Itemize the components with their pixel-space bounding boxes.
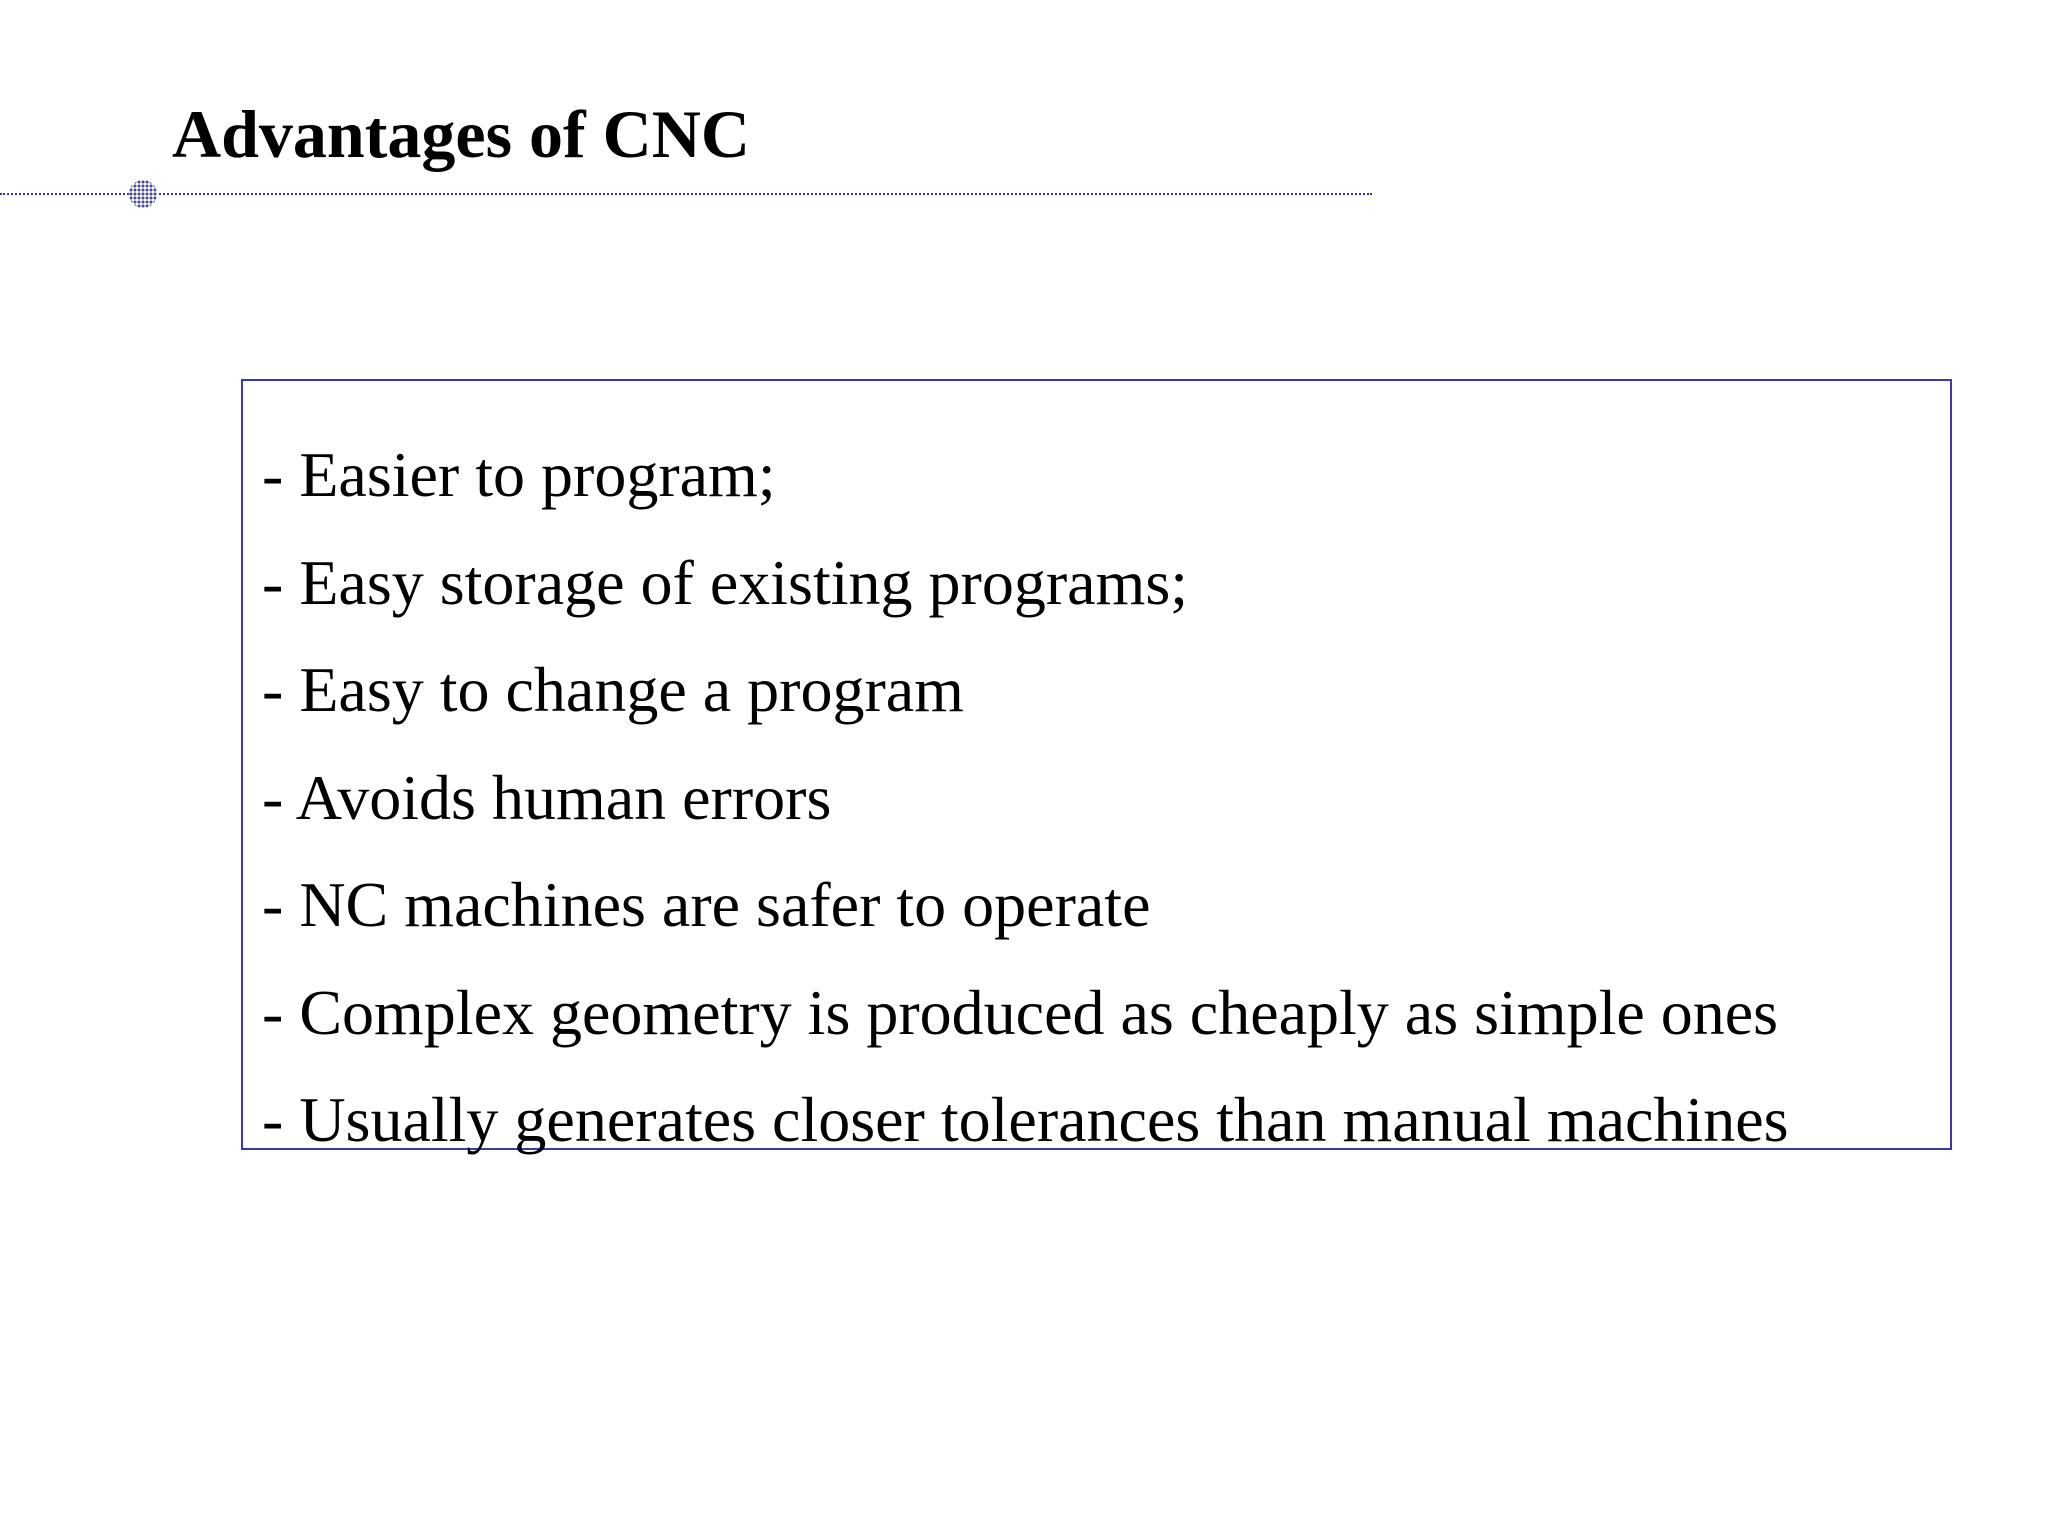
- divider-dot-icon: [129, 180, 157, 208]
- list-item: - NC machines are safer to operate: [262, 869, 1151, 940]
- advantages-box: [241, 379, 1952, 1155]
- list-item: - Usually generates closer tolerances than manual machines: [262, 1084, 1789, 1155]
- title-divider: [0, 193, 1372, 195]
- slide-title: Advantages of CNC: [172, 96, 750, 172]
- list-item: - Avoids human errors: [262, 761, 832, 833]
- list-item: - Easier to program;: [262, 439, 776, 510]
- list-item: - Complex geometry is produced as cheaply as simple ones: [262, 976, 1779, 1048]
- list-item: - Easy to change a program: [262, 654, 964, 725]
- list-item: - Easy storage of existing programs;: [262, 546, 1188, 618]
- advantages-list: [262, 421, 1789, 1174]
